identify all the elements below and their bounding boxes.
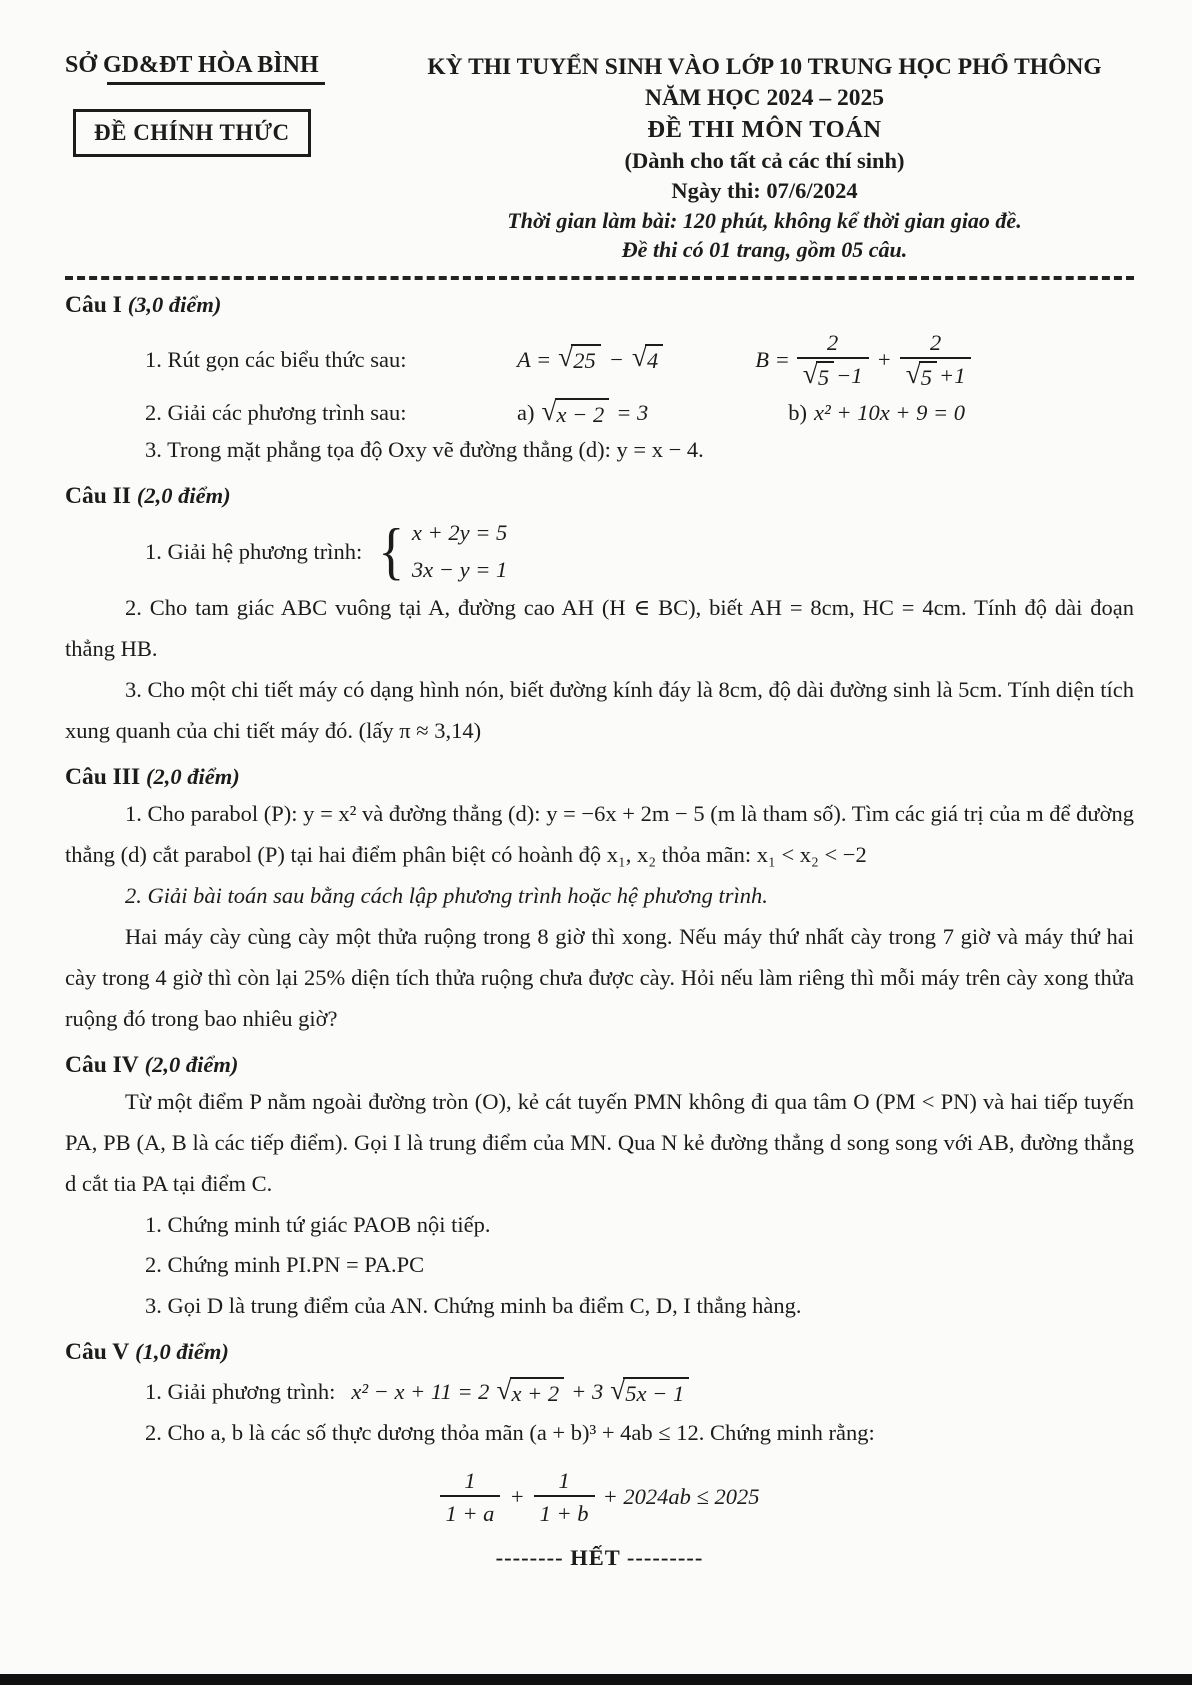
radical [541, 395, 609, 429]
cau2-item1-row [65, 515, 1134, 587]
header [65, 52, 1134, 264]
cau5-item1-label: 1. Giải phương trình: [145, 1379, 336, 1405]
equation-system [376, 515, 508, 587]
cau2-points: (2,0 điểm) [136, 482, 231, 508]
radical-sign: √ [802, 359, 818, 390]
subject-title: ĐỀ THI MÔN TOÁN [647, 116, 882, 144]
cau1-title: Câu I [65, 291, 122, 318]
cau2-item1-label: 1. Giải hệ phương trình: [145, 538, 363, 564]
expression-B [755, 328, 971, 392]
denominator-tail: −1 [836, 363, 863, 389]
cau4-item3: 3. Gọi D là trung điểm của AN. Chứng minh ba điểm C, D, I thẳng hàng. [145, 1293, 802, 1319]
exam-title: KỲ THI TUYỂN SINH VÀO LỚP 10 TRUNG HỌC PHỔ THÔNG [427, 54, 1102, 80]
cau2-title: Câu II [65, 482, 131, 509]
section-cau2-heading [65, 479, 1134, 513]
denominator [900, 357, 972, 392]
dashed-separator [65, 276, 1134, 280]
radical-sign: √ [610, 1374, 626, 1405]
official-exam-label: ĐỀ CHÍNH THỨC [94, 120, 290, 145]
operator: + [876, 347, 892, 373]
eqv1-lhs: x² − x + 11 = 2 [351, 1379, 490, 1405]
fraction [440, 1466, 501, 1529]
equation-v1 [351, 1375, 689, 1409]
department-underline [107, 82, 325, 85]
inequality-tail: + 2024ab ≤ 2025 [602, 1484, 760, 1510]
cau2-item3: 3. Cho một chi tiết máy có dạng hình nón, biết đường kính đáy là 8cm, độ dài đường sinh là 5cm. Tính diện tích xung quanh của chi tiết máy đó. (lấy π ≈ 3,14) [65, 677, 1134, 744]
cau4-points: (2,0 điểm) [144, 1051, 239, 1077]
cau1-item1-row [65, 328, 1134, 392]
numerator: 1 [558, 1468, 570, 1494]
cau3-item2-title: 2. Giải bài toán sau bằng cách lập phương trình hoặc hệ phương trình. [125, 882, 768, 908]
cau5-item1-row [65, 1375, 1134, 1409]
cau4-title: Câu IV [65, 1051, 139, 1078]
radical [632, 344, 663, 375]
radical-sign: √ [631, 342, 647, 373]
radical [558, 344, 601, 375]
cau3-points: (2,0 điểm) [145, 763, 240, 789]
cau1-item2-label: 2. Giải các phương trình sau: [145, 400, 407, 426]
cau3-item1: 1. Cho parabol (P): y = x² và đường thẳng (d): y = −6x + 2m − 5 (m là tham số). Tìm các giá trị của m để đường thẳng (d) cắt parabol (P) tại hai điểm phân biệt có hoành độ x₁, x₂ thỏa mãn: x₁ < x₂ < −2 [65, 801, 1134, 867]
radical [496, 1374, 564, 1408]
eq2a-rhs: = 3 [616, 400, 649, 426]
section-cau4-heading [65, 1048, 1134, 1082]
section-cau3-heading [65, 760, 1134, 794]
header-right [395, 52, 1134, 264]
eq2b-expr: x² + 10x + 9 = 0 [814, 400, 966, 426]
duration-note: Thời gian làm bài: 120 phút, không kể thời gian giao đề. [507, 207, 1022, 233]
department-name: SỞ GD&ĐT HÒA BÌNH [65, 52, 319, 78]
cau1-item1-label: 1. Rút gọn các biểu thức sau: [145, 347, 407, 373]
audience-note: (Dành cho tất cả các thí sinh) [624, 148, 905, 174]
fraction [797, 328, 869, 392]
scan-edge-bar [0, 1674, 1192, 1685]
cau3-title: Câu III [65, 763, 141, 790]
system-eq1: x + 2y = 5 [411, 519, 508, 545]
eqv1-mid: + 3 [571, 1379, 604, 1405]
denominator: 1 + a [440, 1495, 501, 1528]
radicand: 25 [571, 344, 601, 375]
expression-A [517, 343, 663, 377]
cau1-points: (3,0 điểm) [127, 291, 222, 317]
eq2a-enum: a) [517, 400, 535, 426]
cau5-points: (1,0 điểm) [135, 1339, 229, 1365]
radical-sign: √ [905, 359, 921, 390]
fraction [534, 1466, 595, 1529]
radical [906, 361, 937, 392]
cau2-item2: 2. Cho tam giác ABC vuông tại A, đường cao AH (H ∈ BC), biết AH = 8cm, HC = 4cm. Tính độ dài đoạn thẳng HB. [65, 595, 1134, 662]
cau5-item2: 2. Cho a, b là các số thực dương thỏa mãn (a + b)³ + 4ab ≤ 12. Chứng minh rằng: [145, 1420, 875, 1446]
system-equations [412, 519, 507, 584]
radicand: 4 [645, 344, 663, 375]
equation-2b [788, 396, 965, 430]
radicand: x + 2 [510, 1377, 565, 1408]
expr-a-lhs: A = [517, 347, 552, 373]
section-cau1-heading [65, 288, 1134, 322]
cau1-item3: 3. Trong mặt phẳng tọa độ Oxy vẽ đường thẳng (d): y = x − 4. [145, 436, 704, 462]
exam-date: Ngày thi: 07/6/2024 [671, 178, 858, 204]
cau4-intro: Từ một điểm P nằm ngoài đường tròn (O), kẻ cát tuyến PMN không đi qua tâm O (PM < PN) và hai tiếp tuyến PA, PB (A, B là các tiếp điểm). Gọi I là trung điểm của MN. Qua N kẻ đường thẳng d song song với AB, đường thẳng d cắt tia PA tại điểm C. [65, 1088, 1134, 1196]
radicand: 5 [919, 361, 937, 392]
system-brace: { [378, 515, 405, 587]
school-year: NĂM HỌC 2024 – 2025 [645, 85, 884, 112]
denominator [797, 357, 869, 392]
cau1-item2-row [65, 396, 1134, 430]
operator: − [608, 347, 624, 373]
official-exam-box [73, 109, 311, 157]
denominator-tail: +1 [939, 363, 966, 389]
cau4-item1: 1. Chứng minh tứ giác PAOB nội tiếp. [145, 1211, 491, 1237]
pages-note: Đề thi có 01 trang, gồm 05 câu. [621, 236, 908, 262]
cau5-inequality [65, 1466, 1134, 1529]
radicand: 5x − 1 [623, 1377, 689, 1408]
operator: + [509, 1484, 525, 1510]
denominator: 1 + b [534, 1495, 595, 1528]
numerator: 2 [929, 329, 942, 355]
fraction [900, 328, 972, 392]
radical [610, 1374, 689, 1408]
cau3-item2-body: Hai máy cày cùng cày một thửa ruộng trong 8 giờ thì xong. Nếu máy thứ nhất cày trong 7 giờ và máy thứ hai cày trong 4 giờ thì còn lại 25% diện tích thửa ruộng chưa được cày. Hỏi nếu làm riêng thì mỗi máy trên cày xong thửa ruộng đó trong bao nhiêu giờ? [65, 923, 1134, 1031]
radical-sign: √ [541, 395, 557, 426]
radicand: x − 2 [555, 398, 610, 429]
end-marker: -------- HẾT --------- [495, 1544, 704, 1570]
numerator: 1 [464, 1468, 476, 1494]
eq2b-enum: b) [788, 400, 808, 426]
radical-sign: √ [496, 1374, 512, 1405]
expr-b-lhs: B = [755, 347, 790, 373]
numerator: 2 [827, 329, 839, 355]
cau4-item2: 2. Chứng minh PI.PN = PA.PC [145, 1252, 425, 1278]
section-cau5-heading [65, 1335, 1134, 1369]
equation-2a [517, 396, 648, 430]
header-left [65, 52, 395, 264]
radical [803, 361, 834, 392]
cau5-title: Câu V [65, 1339, 130, 1366]
radical-sign: √ [558, 342, 574, 373]
system-eq2: 3x − y = 1 [411, 557, 508, 583]
radicand: 5 [816, 361, 834, 392]
